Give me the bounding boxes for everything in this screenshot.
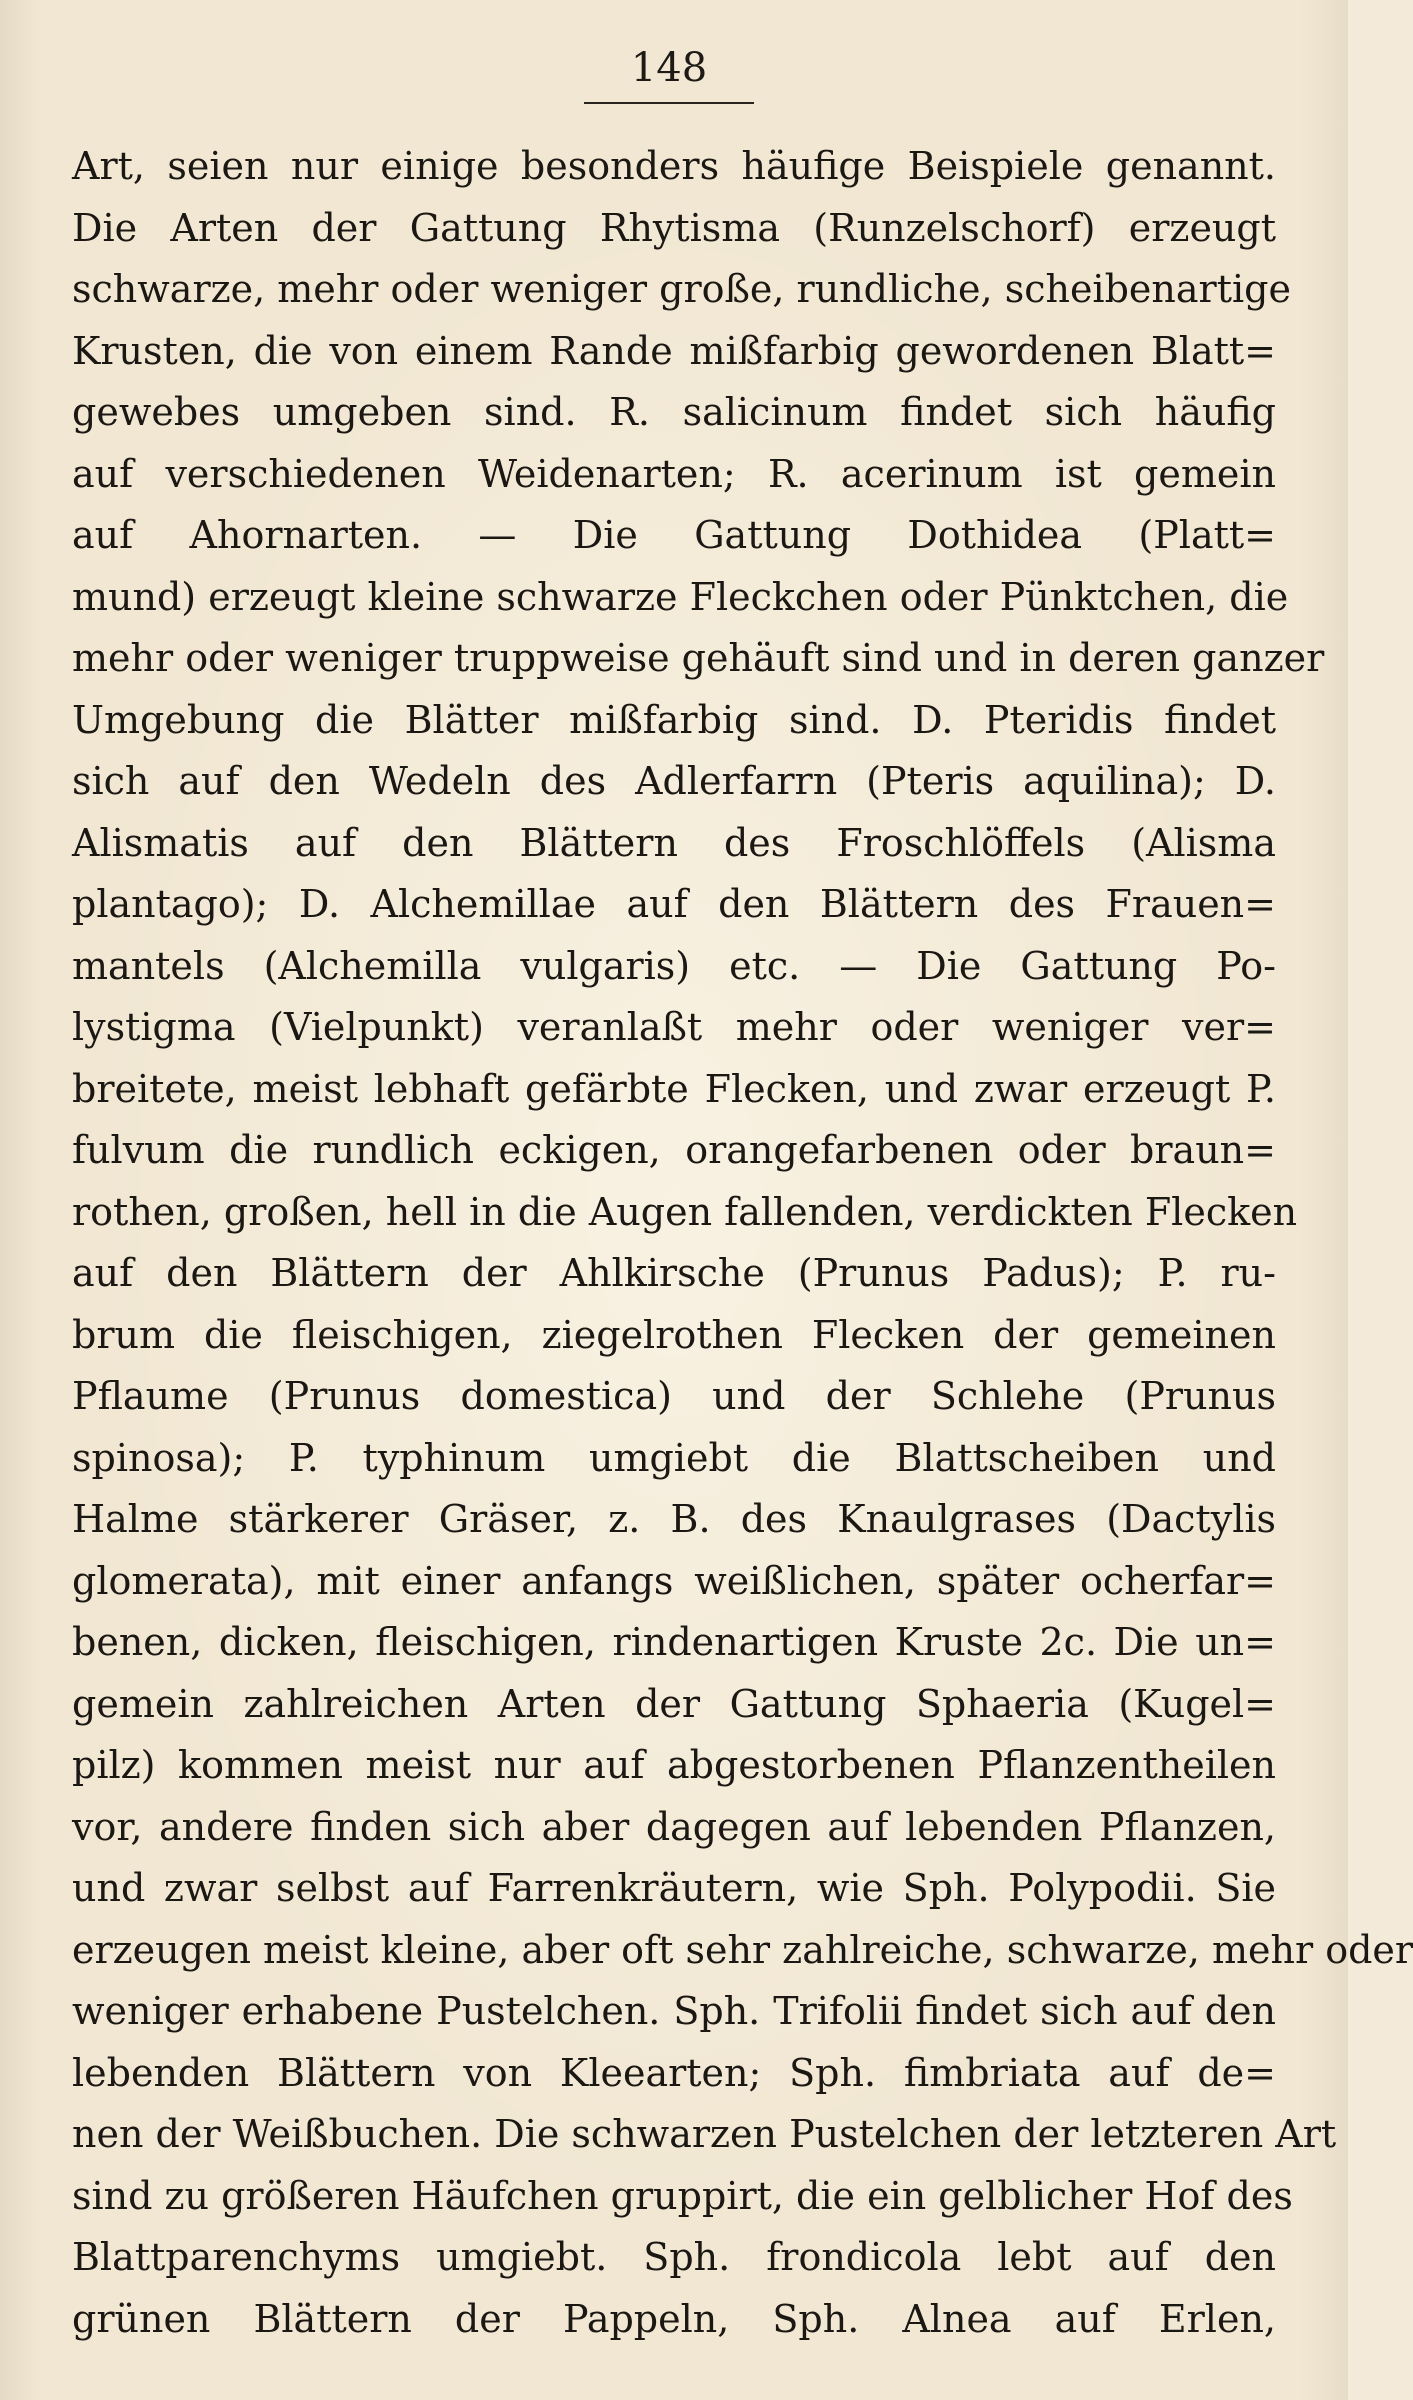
text-line: weniger erhabene Pustelchen. Sph. Trifolii findet sich auf den <box>72 1989 1276 2033</box>
text-line: brum die fleischigen, ziegelrothen Flecken der gemeinen <box>72 1312 1276 1357</box>
text-line: auf Ahornarten. — Die Gattung Dothidea (Platt= <box>72 513 1276 557</box>
text-line: Blattparenchyms umgiebt. Sph. frondicola lebt auf den <box>72 2235 1276 2279</box>
text-line: vor, andere finden sich aber dagegen auf lebenden Pflanzen, <box>72 1804 1276 1849</box>
text-line: sich auf den Wedeln des Adlerfarrn (Pteris aquilina); D. <box>72 759 1276 803</box>
text-line: und zwar selbst auf Farrenkräutern, wie Sph. Polypodii. Sie <box>72 1866 1276 1910</box>
text-line: Art, seien nur einige besonders häufige Beispiele genannt. <box>72 144 1276 188</box>
page-number-rule <box>584 102 754 104</box>
text-line: grünen Blättern der Pappeln, Sph. Alnea auf Erlen, <box>72 2296 1276 2341</box>
text-line: auf den Blättern der Ahlkirsche (Prunus Padus); P. ru- <box>72 1251 1276 1295</box>
text-line: Halme stärkerer Gräser, z. B. des Knaulgrases (Dactylis <box>72 1497 1276 1541</box>
text-line: pilz) kommen meist nur auf abgestorbenen Pflanzentheilen <box>72 1743 1276 1787</box>
page-number: 148 <box>630 45 708 91</box>
text-line: mund) erzeugt kleine schwarze Fleckchen oder Pünktchen, die <box>72 574 1289 619</box>
text-line: spinosa); P. typhinum umgiebt die Blattscheiben und <box>72 1435 1276 1480</box>
text-line: auf verschiedenen Weidenarten; R. acerinum ist gemein <box>72 451 1276 496</box>
text-line: Alismatis auf den Blättern des Froschlöffels (Alisma <box>72 820 1276 865</box>
text-line: Die Arten der Gattung Rhytisma (Runzelschorf) erzeugt <box>72 205 1276 250</box>
text-line: Umgebung die Blätter mißfarbig sind. D. Pteridis findet <box>72 697 1276 742</box>
text-line: mantels (Alchemilla vulgaris) etc. — Die Gattung Po- <box>72 943 1276 988</box>
body-text <box>72 136 1413 2350</box>
text-line: sind zu größeren Häufchen gruppirt, die ein gelblicher Hof des <box>72 2173 1293 2218</box>
text-line: breitete, meist lebhaft gefärbte Flecken, und zwar erzeugt P. <box>72 1066 1276 1111</box>
text-line: Krusten, die von einem Rande mißfarbig gewordenen Blatt= <box>72 328 1276 373</box>
text-line: nen der Weißbuchen. Die schwarzen Pustelchen der letzteren Art <box>72 2112 1337 2156</box>
text-line: glomerata), mit einer anfangs weißlichen, später ocherfar= <box>72 1558 1276 1603</box>
text-line: gemein zahlreichen Arten der Gattung Sphaeria (Kugel= <box>72 1681 1276 1726</box>
text-line: fulvum die rundlich eckigen, orangefarbenen oder braun= <box>72 1128 1276 1172</box>
text-line: plantago); D. Alchemillae auf den Blättern des Frauen= <box>72 882 1276 926</box>
text-line: lystigma (Vielpunkt) veranlaßt mehr oder weniger ver= <box>72 1005 1276 1049</box>
text-line: mehr oder weniger truppweise gehäuft sind und in deren ganzer <box>72 636 1325 680</box>
text-line: benen, dicken, fleischigen, rindenartigen Kruste 2c. Die un= <box>72 1620 1276 1664</box>
text-line: rothen, großen, hell in die Augen fallenden, verdickten Flecken <box>72 1189 1298 1234</box>
text-line: erzeugen meist kleine, aber oft sehr zahlreiche, schwarze, mehr oder <box>72 1927 1413 1972</box>
text-line: schwarze, mehr oder weniger große, rundliche, scheibenartige <box>72 267 1291 311</box>
text-line: lebenden Blättern von Kleearten; Sph. fimbriata auf de= <box>72 2050 1276 2095</box>
text-line: gewebes umgeben sind. R. salicinum findet sich häufig <box>72 390 1276 434</box>
text-line: Pflaume (Prunus domestica) und der Schlehe (Prunus <box>72 1374 1276 1418</box>
